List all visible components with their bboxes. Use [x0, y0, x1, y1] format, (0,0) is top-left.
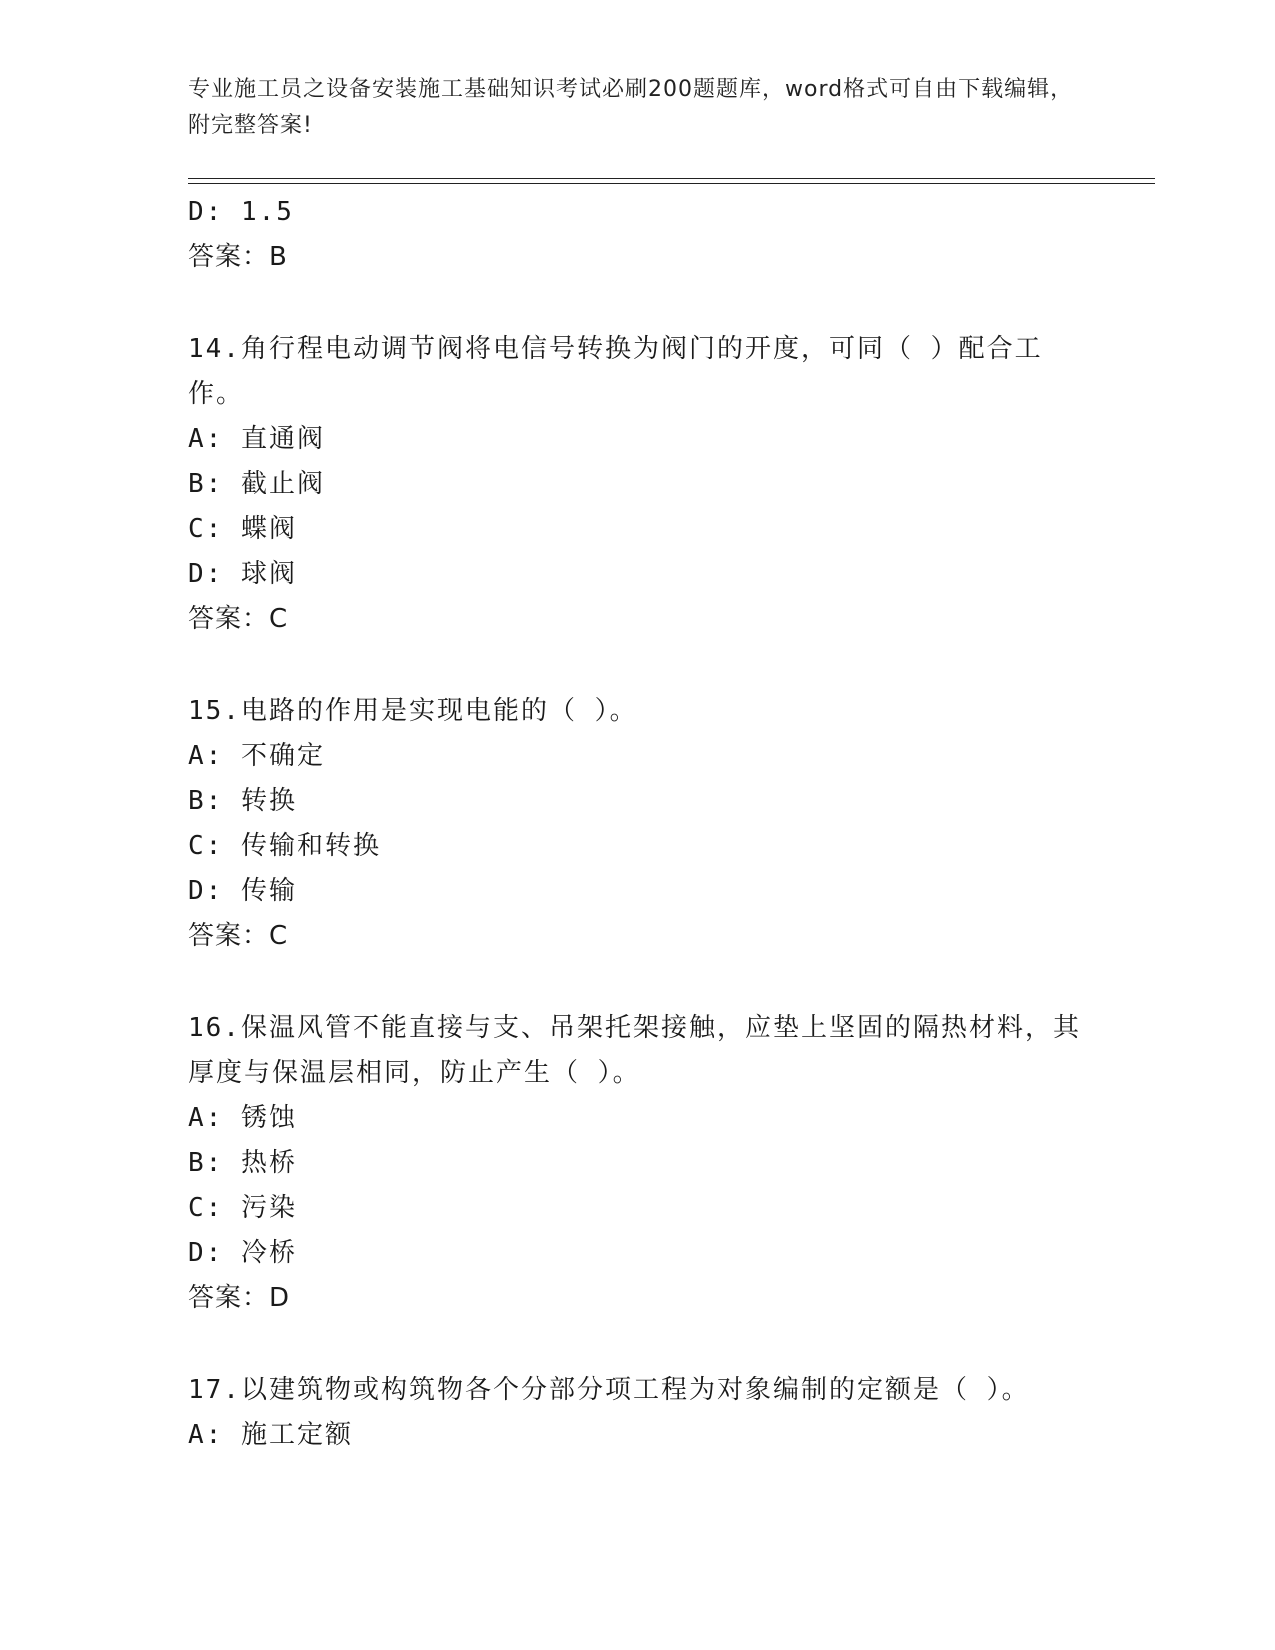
question-content — [188, 190, 1088, 1458]
question-14-option-d: D: 球阀 — [188, 559, 297, 589]
question-14-text: 14.角行程电动调节阀将电信号转换为阀门的开度，可同（ ）配合工作。 — [188, 334, 1043, 409]
question-14-option-c: C: 蝶阀 — [188, 514, 297, 544]
question-16-option-d: D: 冷桥 — [188, 1238, 297, 1268]
question-15-text: 15.电路的作用是实现电能的（ ）。 — [188, 696, 638, 726]
header-rule-bottom — [188, 183, 1155, 184]
question-15-option-a: A: 不确定 — [188, 741, 325, 771]
header-rule-top — [188, 178, 1155, 179]
question-15-option-d: D: 传输 — [188, 876, 297, 906]
spacer — [188, 959, 1088, 1006]
question-15-answer: 答案：C — [188, 921, 289, 951]
prev-answer: 答案：B — [188, 242, 288, 272]
question-16-option-b: B: 热桥 — [188, 1148, 297, 1178]
document-header: 专业施工员之设备安装施工基础知识考试必刷200题题库，word格式可自由下载编辑，附完整答案! — [188, 77, 1074, 138]
question-16-option-c: C: 污染 — [188, 1193, 297, 1223]
question-17-option-a: A: 施工定额 — [188, 1420, 353, 1450]
question-16-option-a: A: 锈蚀 — [188, 1103, 297, 1133]
question-17-text: 17.以建筑物或构筑物各个分部分项工程为对象编制的定额是（ ）。 — [188, 1375, 1030, 1405]
question-15-option-b: B: 转换 — [188, 786, 297, 816]
question-16-text: 16.保温风管不能直接与支、吊架托架接触，应垫上坚固的隔热材料，其厚度与保温层相同，防止产生（ ）。 — [188, 1013, 1081, 1088]
question-14-option-a: A: 直通阀 — [188, 424, 325, 454]
spacer — [188, 280, 1088, 327]
question-15-option-c: C: 传输和转换 — [188, 831, 381, 861]
prev-option-d: D: 1.5 — [188, 197, 294, 227]
question-14-option-b: B: 截止阀 — [188, 469, 325, 499]
spacer — [188, 642, 1088, 689]
question-14-answer: 答案：C — [188, 604, 289, 634]
spacer — [188, 1321, 1088, 1368]
question-16-answer: 答案：D — [188, 1283, 291, 1313]
